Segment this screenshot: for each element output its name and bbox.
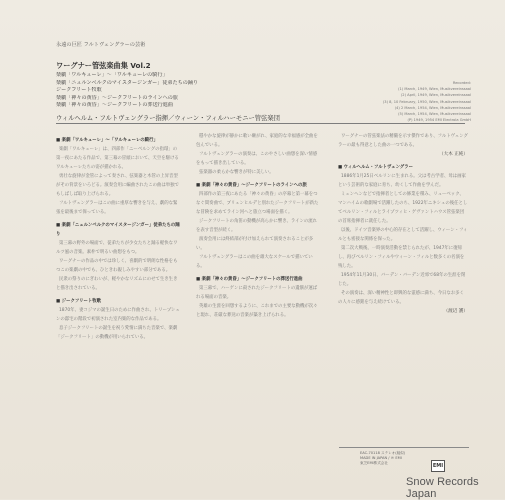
paragraph: ジークフリートの角笛の動機が高らかに響き、ラインの流れを表す音型が続く。 — [196, 219, 318, 233]
footer-divider — [339, 447, 469, 448]
paragraph: 以後、ドイツ音楽界の中心的存在として活躍し、ウィーン・フィルとも密接な関係を保った。 — [338, 228, 468, 242]
track-item: 楽劇「ニュルンベルクのマイスタージンガー」徒弟たちの踊り — [56, 79, 199, 86]
emi-logo-icon: EMI — [431, 460, 445, 472]
section-heading: ■ 楽劇「ニュルンベルクのマイスタージンガー」徒弟たちの踊り — [56, 223, 180, 237]
catalog-info — [360, 451, 462, 467]
paragraph: その演奏は、深い精神性と即興的な霊感に満ち、今日なお多くの人々に感銘を与え続けている。 — [338, 291, 464, 305]
recording-line: (P) 1949, 1954 EMI Electrola GmbH — [407, 118, 471, 123]
paragraph: 楽劇「ワルキューレ」は、四部作「ニーベルングの指環」の第一夜にあたる作品で、第三幕の冒頭において、天空を駆けるワルキューレたちの姿が描かれる。 — [56, 147, 179, 170]
paragraph: 1954年11月30日、バーデン・バーデン近郊で68年の生涯を閉じた。 — [338, 273, 466, 287]
author-signature: （大木 正純） — [438, 152, 468, 157]
paragraph: 穏やかな旋律が静かに歌い継がれ、家庭的な幸福感が全曲を包んでいる。 — [196, 134, 318, 148]
track-list — [56, 72, 311, 110]
recording-line: (3) 8, 10 February, 1950, Wien, Musikvereinssaal — [382, 99, 471, 104]
paragraph: 英雄の生涯を回想するように、これまでの主要な動機が次々と現れ、荘厳な葬送の音楽が築き上げられる。 — [196, 304, 318, 318]
recording-line: Recorded: — [452, 81, 471, 85]
notes-column-1 — [56, 132, 180, 342]
recording-line: (2) April, 1949, Wien, Musikvereinssaal — [400, 93, 471, 98]
watermark — [406, 476, 505, 500]
paragraph: ワーグナーの管弦楽法の精髄を示す傑作であり、フルトヴェングラーの最も得意とした曲の一つである。 — [338, 134, 468, 148]
notes-column-3 — [338, 132, 468, 316]
recording-line: (5) March, 1954, Wien, Musikvereinssaal — [398, 112, 471, 117]
paragraph: ミュンヘンなどで指揮者としての修業を積み、リューベック、マンハイムの歌劇場で活躍したのち、1922年ニキシュの後任としてベルリン・フィルとライプツィヒ・ゲヴァントハウス管弦楽団の首席指揮者に就任した。 — [338, 192, 468, 224]
catalog-line: 東芝EMI株式会社 — [360, 461, 388, 466]
track-item: ジークフリート牧歌 — [56, 87, 102, 94]
performers: ウィルヘルム・フルトヴェングラー指揮／ウィーン・フィルハーモニー管弦楽団 — [56, 115, 280, 122]
divider — [56, 123, 465, 124]
paragraph: 息子ジークフリートの誕生を祝う愛情に満ちた音楽で、楽劇「ジークフリート」の動機が用いられている。 — [56, 326, 178, 340]
paragraph: 演奏会用には終結部が付け加えられて演奏されることが多い。 — [196, 237, 314, 251]
section-heading: ■ 楽劇「神々の黄昏」～ジークフリートのラインへの旅 — [196, 183, 307, 188]
paragraph: 第三幕で、ハーゲンに殺されたジークフリートの遺骸が運ばれる場面の音楽。 — [196, 286, 318, 300]
track-item: 楽劇「神々の黄昏」～ジークフリートのラインへの旅 — [56, 94, 178, 101]
paragraph: 第二次大戦後、一時演奏活動を禁じられたが、1947年に復帰し、再びベルリン・フィルやウィーン・フィルと数多くの名演を残した。 — [338, 246, 465, 269]
section-heading: ■ ウィルヘルム・フルトヴェングラー — [338, 165, 414, 170]
track-item: 楽劇「神々の黄昏」～ジークフリートの葬送行進曲 — [56, 102, 173, 109]
catalog-line: EAC-70118 ステレオ(疑似) — [360, 451, 406, 455]
paragraph: 第三幕の野外の場面で、徒弟たちが少女たちと踊る軽快なワルツ風の音楽。素朴で明るい曲想をもつ。 — [56, 241, 178, 255]
watermark-text: Snow Records Japan — [406, 476, 479, 500]
author-signature: （渡辺 護） — [443, 309, 468, 314]
recording-line: (1) March, 1949, Wien, Musikvereinssaal — [398, 87, 471, 92]
paragraph: ワーグナーの作品の中では珍しく、喜劇的で明朗な性格をもつこの楽劇の中でも、ひときわ親しみやすい部分である。 — [56, 259, 178, 273]
paragraph: フルトヴェングラーはこの曲を雄大なスケールで描いている。 — [196, 255, 313, 269]
track-item: 楽劇「ワルキューレ」～「ワルキューレの騎行」 — [56, 72, 168, 78]
catalog-line: MADE IN JAPAN / ℗ EMI — [360, 456, 402, 461]
section-heading: ■ ジークフリート牧歌 — [56, 299, 102, 304]
recording-info — [359, 80, 471, 123]
paragraph: 弦楽器の柔らかな響きが特に美しい。 — [199, 170, 274, 175]
paragraph: フルトヴェングラーの演奏は、このやさしい曲想を深い情感をもって描き出している。 — [196, 152, 318, 166]
recording-line: (4) 2 March, 1954, Wien, Musikvereinssaal — [394, 105, 471, 110]
section-heading: ■ 楽劇「ワルキューレ」～「ワルキューレの騎行」 — [56, 138, 158, 143]
paragraph: 四部作の第三夜にあたる「神々の黄昏」の序幕と第一幕をつなぐ間奏曲で、ブリュンヒルデと別れたジークフリートが新たな冒険を求めてライン河へと旅立つ場面を描く。 — [196, 192, 319, 215]
paragraph: 民衆の祭りのにぎわいが、軽やかなリズムにのせて生き生きと描き出されている。 — [56, 277, 178, 291]
paragraph: フルトヴェングラーはこの曲に重厚な響きを与え、劇的な緊張を最後まで保っている。 — [56, 201, 178, 215]
album-title: ワーグナー管弦楽曲集 Vol.2 — [56, 61, 151, 70]
paragraph: 1870年、妻コジマの誕生日のために作曲され、トリープシェンの邸宅の階段で初演された室内楽的な作品である。 — [56, 308, 180, 322]
section-heading: ■ 楽劇「神々の黄昏」～ジークフリートの葬送行進曲 — [196, 277, 303, 282]
paragraph: 1886年1月25日ベルリンに生まれる。父は考古学者、母は画家という芸術的な家庭に育ち、幼くして作曲を学んだ。 — [338, 174, 466, 188]
paragraph: 勇壮な旋律が金管によって奏され、弦楽器と木管の上昇音型がその背景をいろどる。演奏会用に編曲されたこの曲は単独でもしばしば取り上げられる。 — [56, 174, 179, 197]
series-title: 永遠の巨匠 フルトヴェングラーの芸術 — [56, 42, 146, 48]
notes-column-2 — [196, 132, 320, 320]
